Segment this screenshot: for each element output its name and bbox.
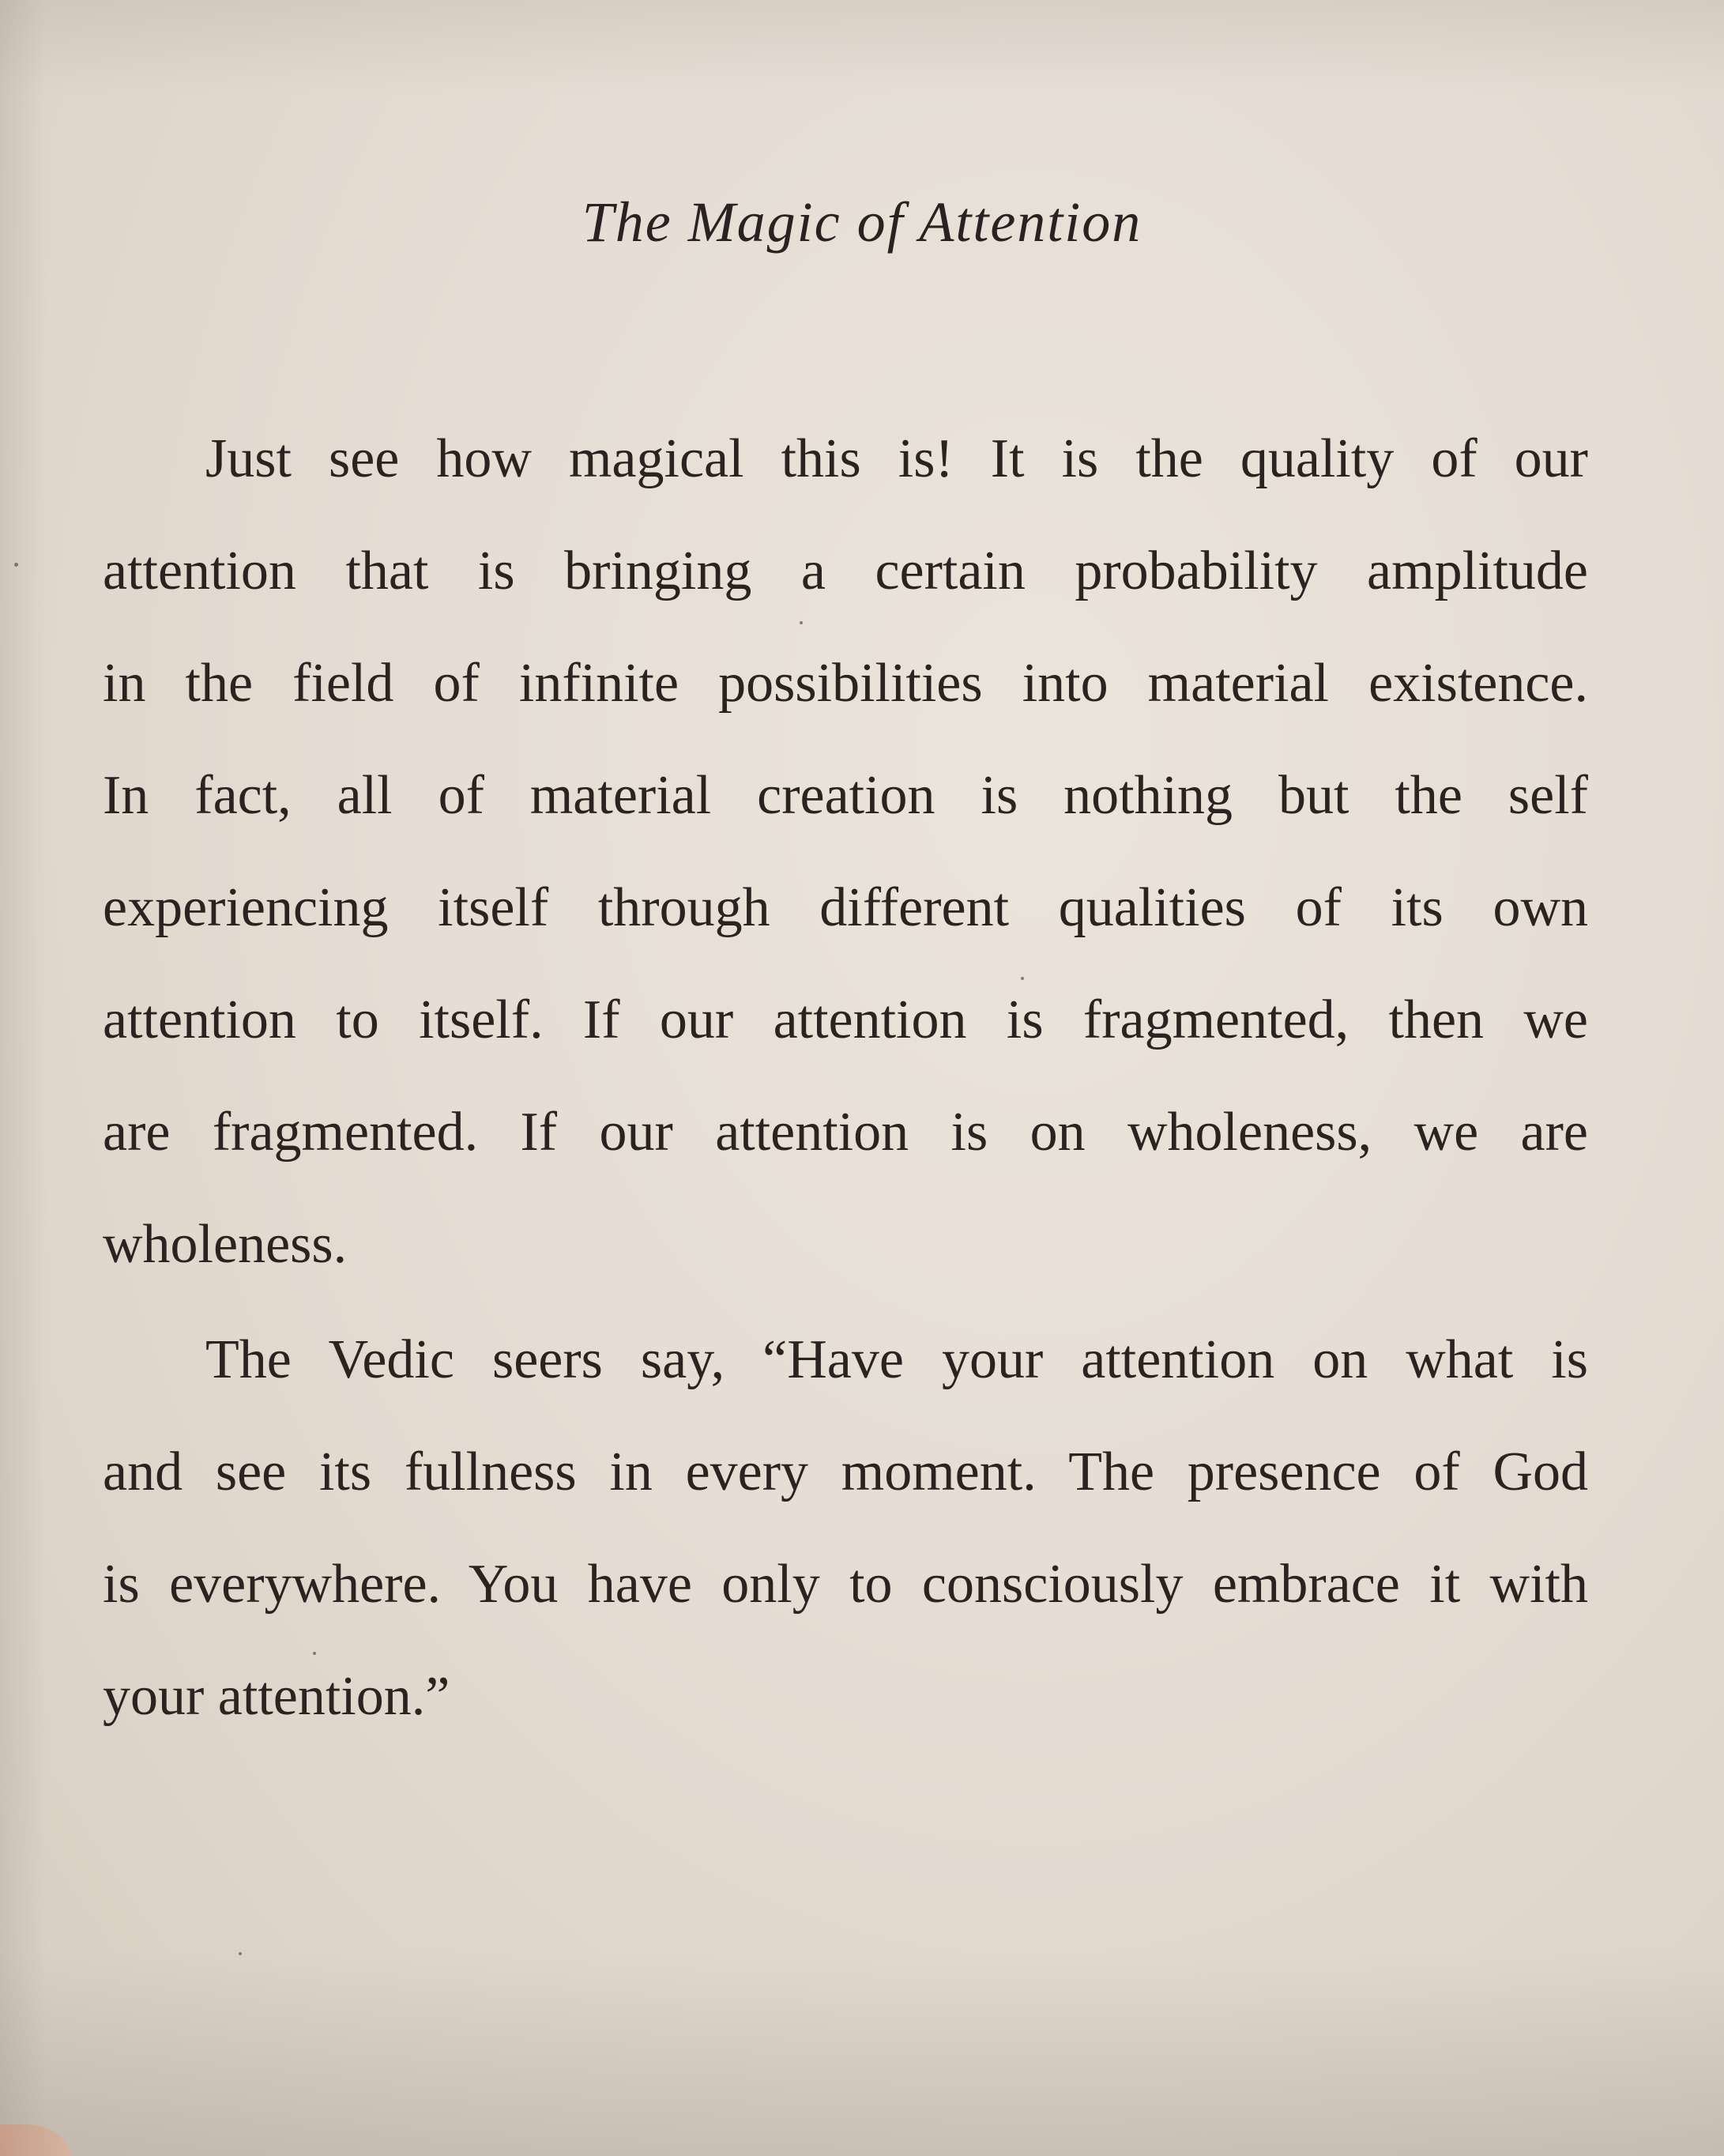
paragraph-2: [103, 1304, 1588, 1753]
paragraph-line: are fragmented. If our attention is on wholeness, we are: [103, 1102, 1588, 1163]
paragraph-line: your attention.”: [103, 1666, 450, 1727]
paragraph-line: is everywhere. You have only to consciously embrace it with: [103, 1554, 1588, 1615]
paper-speck: [313, 1652, 316, 1655]
page-shadow-left: [0, 0, 47, 2156]
page-shadow-top: [0, 0, 1724, 95]
paper-speck: [1021, 977, 1024, 980]
paragraph-line: wholeness.: [103, 1214, 348, 1275]
paper-speck: [14, 563, 18, 567]
paragraph-line: Just see how magical this is! It is the quality of our: [205, 428, 1588, 489]
paragraph-line: attention that is bringing a certain probability amplitude: [103, 541, 1588, 601]
running-head: The Magic of Attention: [582, 190, 1142, 254]
paragraph-line: In fact, all of material creation is nothing but the self: [103, 765, 1588, 826]
paragraph-line: attention to itself. If our attention is fragmented, then we: [103, 989, 1588, 1050]
paragraph-line: in the field of infinite possibilities into material existence.: [103, 653, 1588, 714]
paragraph-line: and see its fullness in every moment. The presence of God: [103, 1442, 1588, 1502]
paper-speck: [239, 1952, 242, 1955]
paragraph-1: [103, 403, 1588, 1301]
paragraph-line: The Vedic seers say, “Have your attention on what is: [205, 1329, 1588, 1390]
paragraph-line: experiencing itself through different qualities of its own: [103, 877, 1588, 938]
paper-speck: [800, 621, 803, 624]
page-shadow-bottom: [0, 1951, 1724, 2156]
